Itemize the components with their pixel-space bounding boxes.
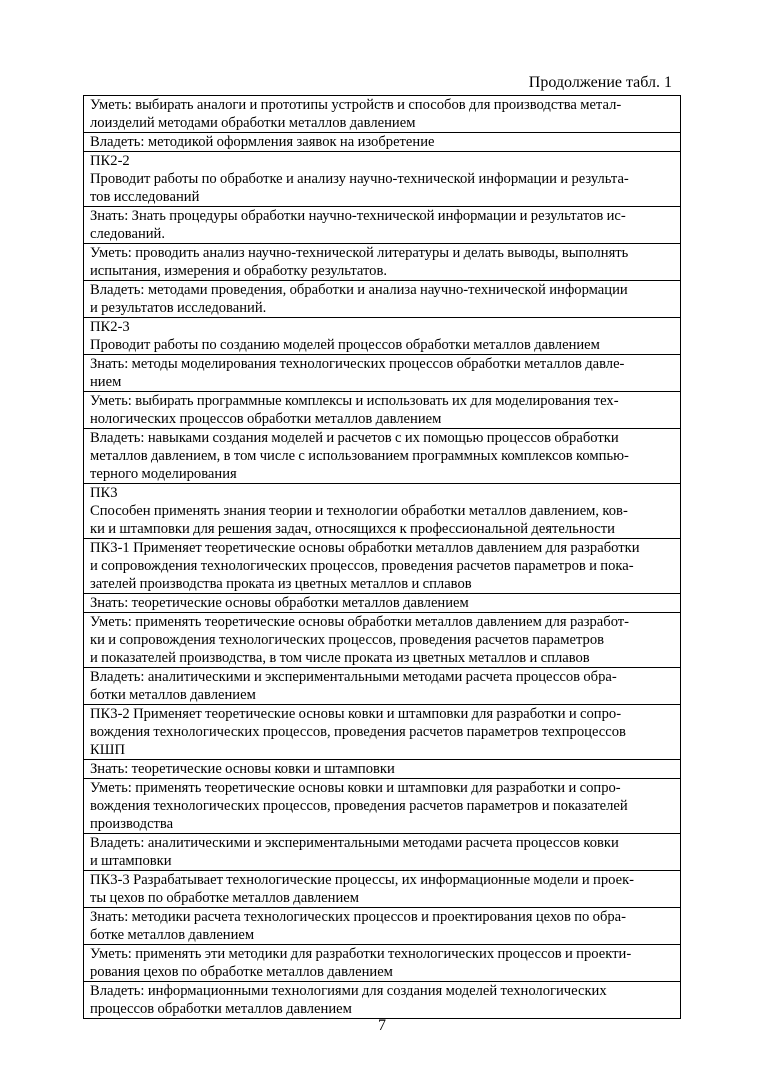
cell-line: ПК3-2 Применяет теоретические основы ковки и штамповки для разработки и сопро- xyxy=(90,706,622,722)
table-cell xyxy=(84,484,681,539)
cell-line: Владеть: аналитическими и экспериментальными методами расчета процессов ковки xyxy=(90,835,619,851)
competency-table xyxy=(83,95,681,1019)
table-row xyxy=(84,133,681,152)
table-body xyxy=(84,96,681,1019)
cell-line: зателей производства проката из цветных металлов и сплавов xyxy=(90,576,472,592)
table-row xyxy=(84,668,681,705)
cell-line: Уметь: применять теоретические основы обработки металлов давлением для разработ- xyxy=(90,614,630,630)
cell-line: Уметь: выбирать аналоги и прототипы устройств и способов для производства метал- xyxy=(90,97,622,113)
cell-line: КШП xyxy=(90,742,125,758)
table-row xyxy=(84,945,681,982)
table-caption: Продолжение табл. 1 xyxy=(528,74,672,91)
cell-line: ПК2-3 xyxy=(90,319,130,335)
table-cell xyxy=(84,613,681,668)
cell-line: ботки металлов давлением xyxy=(90,687,256,703)
cell-line: вождения технологических процессов, проведения расчетов параметров техпроцессов xyxy=(90,724,626,740)
table-cell xyxy=(84,133,681,152)
table-row xyxy=(84,392,681,429)
cell-line: ПК3 xyxy=(90,485,118,501)
table-row xyxy=(84,207,681,244)
table-cell xyxy=(84,779,681,834)
cell-line: Проводит работы по обработке и анализу научно-технической информации и результа- xyxy=(90,171,629,187)
table-row xyxy=(84,96,681,133)
table-cell xyxy=(84,152,681,207)
table-row xyxy=(84,982,681,1019)
cell-line: ки и сопровождения технологических процессов, проведения расчетов параметров xyxy=(90,632,605,648)
table-row xyxy=(84,244,681,281)
table-cell xyxy=(84,668,681,705)
cell-line: Знать: Знать процедуры обработки научно-технической информации и результатов ис- xyxy=(90,208,626,224)
table-row xyxy=(84,779,681,834)
table-row xyxy=(84,355,681,392)
table-cell xyxy=(84,96,681,133)
page-number: 7 xyxy=(378,1017,386,1034)
cell-line: Владеть: информационными технологиями для создания моделей технологических xyxy=(90,983,607,999)
table-cell xyxy=(84,871,681,908)
table-row xyxy=(84,834,681,871)
cell-line: ПК2-2 xyxy=(90,153,130,169)
table-row xyxy=(84,318,681,355)
cell-line: тов исследований xyxy=(90,189,200,205)
table-row xyxy=(84,594,681,613)
cell-line: нологических процессов обработки металлов давлением xyxy=(90,411,442,427)
table-cell xyxy=(84,908,681,945)
cell-line: Уметь: применять эти методики для разработки технологических процессов и проекти- xyxy=(90,946,632,962)
cell-line: следований. xyxy=(90,226,166,242)
table-cell xyxy=(84,318,681,355)
table-row xyxy=(84,613,681,668)
cell-line: и штамповки xyxy=(90,853,172,869)
table-cell xyxy=(84,281,681,318)
table-row xyxy=(84,484,681,539)
cell-line: Уметь: применять теоретические основы ковки и штамповки для разработки и сопро- xyxy=(90,780,621,796)
cell-line: вождения технологических процессов, проведения расчетов параметров и показателей xyxy=(90,798,628,814)
table-cell xyxy=(84,834,681,871)
cell-line: ПК3-1 Применяет теоретические основы обработки металлов давлением для разработки xyxy=(90,540,640,556)
table-cell xyxy=(84,982,681,1019)
table-row xyxy=(84,281,681,318)
table-row xyxy=(84,760,681,779)
cell-line: Знать: методы моделирования технологических процессов обработки металлов давле- xyxy=(90,356,625,372)
table-row xyxy=(84,871,681,908)
table-row xyxy=(84,429,681,484)
cell-line: Знать: теоретические основы обработки металлов давлением xyxy=(90,595,469,611)
table-cell xyxy=(84,760,681,779)
cell-line: ты цехов по обработке металлов давлением xyxy=(90,890,359,906)
cell-line: процессов обработки металлов давлением xyxy=(90,1001,352,1017)
table-cell xyxy=(84,429,681,484)
cell-line: терного моделирования xyxy=(90,466,237,482)
cell-line: лоизделий методами обработки металлов давлением xyxy=(90,115,416,131)
cell-line: Уметь: проводить анализ научно-технической литературы и делать выводы, выполнять xyxy=(90,245,629,261)
cell-line: производства xyxy=(90,816,174,832)
cell-line: Владеть: методикой оформления заявок на изобретение xyxy=(90,134,435,150)
cell-line: ботке металлов давлением xyxy=(90,927,255,943)
table-cell xyxy=(84,207,681,244)
cell-line: ки и штамповки для решения задач, относящихся к профессиональной деятельности xyxy=(90,521,615,537)
cell-line: и результатов исследований. xyxy=(90,300,267,316)
cell-line: Владеть: аналитическими и экспериментальными методами расчета процессов обра- xyxy=(90,669,617,685)
table-cell xyxy=(84,392,681,429)
cell-line: ПК3-3 Разрабатывает технологические процессы, их информационные модели и проек- xyxy=(90,872,635,888)
cell-line: Уметь: выбирать программные комплексы и использовать их для моделирования тех- xyxy=(90,393,619,409)
cell-line: нием xyxy=(90,374,122,390)
cell-line: и сопровождения технологических процессов, проведения расчетов параметров и пока- xyxy=(90,558,634,574)
table-cell xyxy=(84,355,681,392)
cell-line: и показателей производства, в том числе проката из цветных металлов и сплавов xyxy=(90,650,590,666)
cell-line: металлов давлением, в том числе с использованием программных комплексов компью- xyxy=(90,448,629,464)
table-cell xyxy=(84,244,681,281)
table-cell xyxy=(84,705,681,760)
table-row xyxy=(84,539,681,594)
cell-line: Владеть: методами проведения, обработки и анализа научно-технической информации xyxy=(90,282,628,298)
cell-line: Владеть: навыками создания моделей и расчетов с их помощью процессов обработки xyxy=(90,430,619,446)
table-cell xyxy=(84,945,681,982)
cell-line: Проводит работы по созданию моделей процессов обработки металлов давлением xyxy=(90,337,600,353)
table-row xyxy=(84,908,681,945)
cell-line: Знать: методики расчета технологических процессов и проектирования цехов по обра- xyxy=(90,909,627,925)
table-row xyxy=(84,152,681,207)
table-row xyxy=(84,705,681,760)
cell-line: Способен применять знания теории и технологии обработки металлов давлением, ков- xyxy=(90,503,628,519)
cell-line: рования цехов по обработке металлов давлением xyxy=(90,964,393,980)
cell-line: Знать: теоретические основы ковки и штамповки xyxy=(90,761,395,777)
cell-line: испытания, измерения и обработку результатов. xyxy=(90,263,388,279)
table-cell xyxy=(84,539,681,594)
table-cell xyxy=(84,594,681,613)
